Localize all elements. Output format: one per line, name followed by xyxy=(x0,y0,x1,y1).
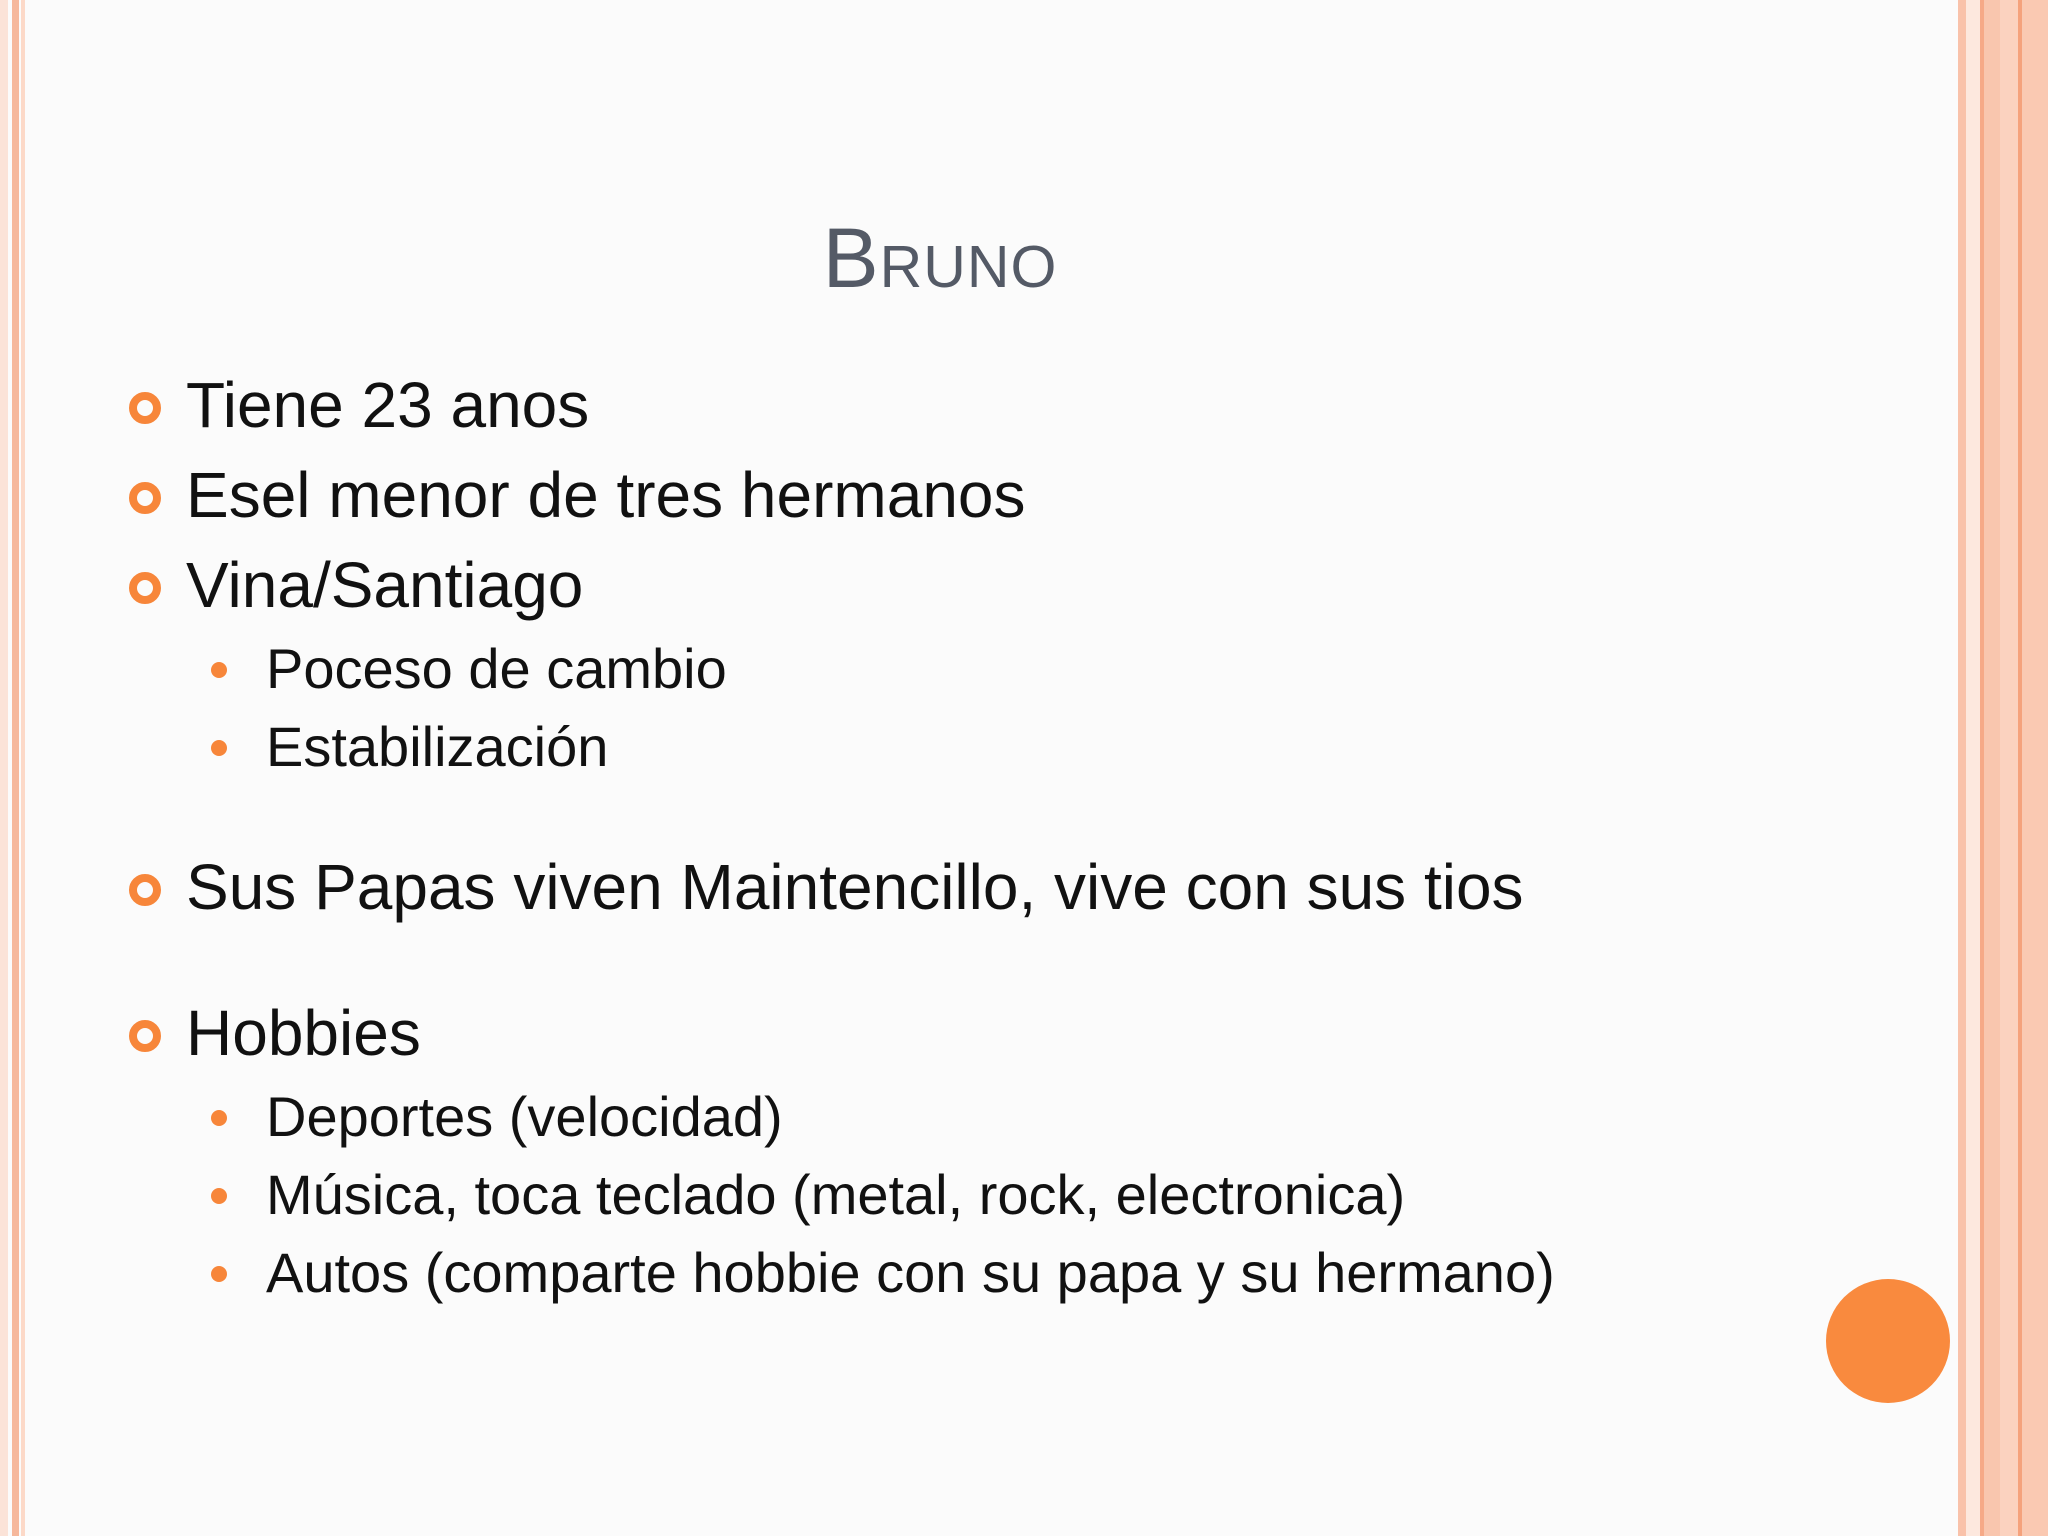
bullet-text: Deportes (velocidad) xyxy=(266,1085,783,1148)
slide-title: Bruno xyxy=(822,211,1058,305)
bullet-item xyxy=(120,540,1900,630)
ring-bullet-icon xyxy=(129,392,161,424)
bullet-item xyxy=(120,988,1900,1078)
sub-bullet-item xyxy=(120,708,1900,786)
sub-bullet-item xyxy=(120,1078,1900,1156)
right-border-stripe xyxy=(2022,0,2048,1536)
dot-bullet-icon xyxy=(211,1188,227,1204)
bullet-text: Poceso de cambio xyxy=(266,637,727,700)
decorative-circle xyxy=(1826,1279,1950,1403)
spacer xyxy=(120,786,1900,842)
right-border-stripe xyxy=(1966,0,1980,1536)
ring-bullet-icon xyxy=(129,482,161,514)
bullet-text: Hobbies xyxy=(186,997,421,1069)
dot-bullet-icon xyxy=(211,740,227,756)
bullet-text: Música, toca teclado (metal, rock, electronica) xyxy=(266,1163,1406,1226)
sub-bullet-item xyxy=(120,1234,1900,1312)
ring-bullet-icon xyxy=(129,874,161,906)
bullet-text: Vina/Santiago xyxy=(186,549,584,621)
right-border-stripe xyxy=(1984,0,2000,1536)
ring-bullet-icon xyxy=(129,1020,161,1052)
dot-bullet-icon xyxy=(211,662,227,678)
ring-bullet-icon xyxy=(129,572,161,604)
sub-bullet-item xyxy=(120,630,1900,708)
bullet-text: Sus Papas viven Maintencillo, vive con sus tios xyxy=(186,851,1524,923)
right-border-stripe xyxy=(1958,0,1966,1536)
bullet-list xyxy=(120,360,1900,1312)
bullet-item xyxy=(120,360,1900,450)
dot-bullet-icon xyxy=(211,1110,227,1126)
bullet-text: Tiene 23 anos xyxy=(186,369,590,441)
bullet-text: Autos (comparte hobbie con su papa y su hermano) xyxy=(266,1241,1555,1304)
bullet-text: Estabilización xyxy=(266,715,609,778)
dot-bullet-icon xyxy=(211,1266,227,1282)
sub-bullet-item xyxy=(120,1156,1900,1234)
right-border-stripe xyxy=(2000,0,2018,1536)
spacer xyxy=(120,932,1900,988)
bullet-text: Esel menor de tres hermanos xyxy=(186,459,1026,531)
bullet-item xyxy=(120,450,1900,540)
bullet-item xyxy=(120,842,1900,932)
